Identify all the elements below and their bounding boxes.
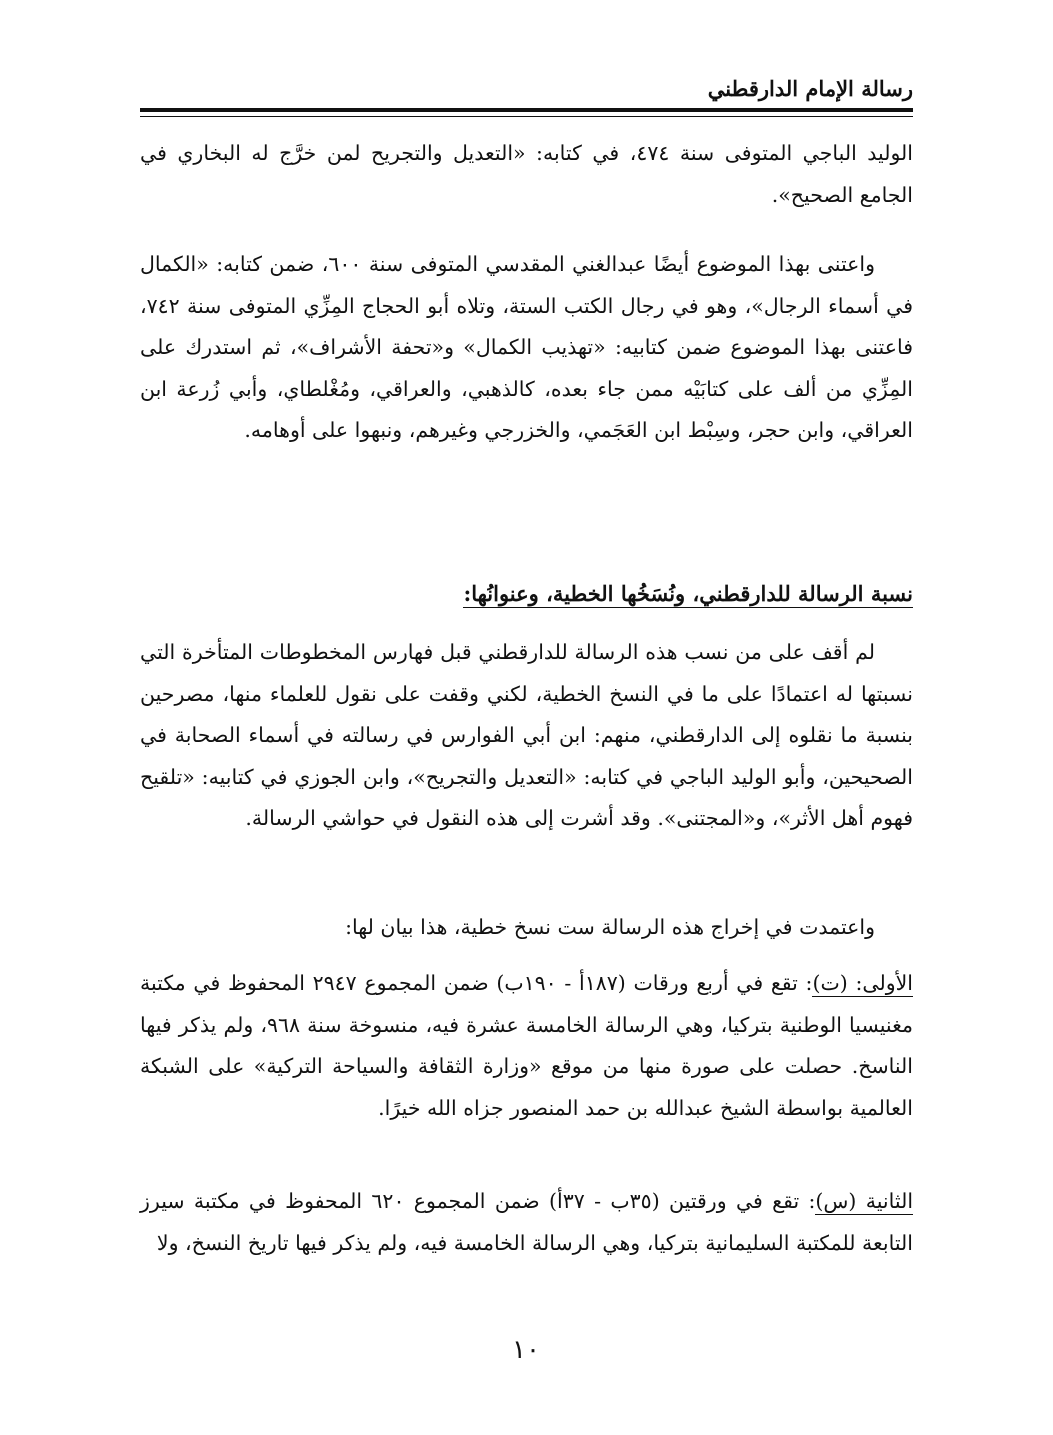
manuscript-second-label: الثانية (س) <box>815 1189 914 1213</box>
manuscript-first-text: : تقع في أربع ورقات (١٨٧أ - ١٩٠ب) ضمن المجموع ٢٩٤٧ المحفوظ في مكتبة مغنيسيا الوطنية بتركيا، وهي الرسالة الخامسة عشرة فيه، منسوخة سنة ٩٦٨، ولم يذكر فيها الناسخ. حصلت على صورة منها من موقع «وزارة الثقافة والسياحة التركية» على الشبكة العالمية بواسطة الشيخ عبدالله بن حمد المنصور جزاه الله خيرًا. <box>140 971 913 1120</box>
section-heading <box>140 574 913 614</box>
manuscript-first <box>140 963 913 1129</box>
manuscript-first-label: الأولى: (ت) <box>812 971 913 995</box>
manuscript-second <box>140 1181 913 1264</box>
paragraph-2: واعتنى بهذا الموضوع أيضًا عبدالغني المقدسي المتوفى سنة ٦٠٠، ضمن كتابه: «الكمال في أسماء الرجال»، وهو في رجال الكتب الستة، وتلاه أبو الحجاج المِزِّي المتوفى سنة ٧٤٢، فاعتنى بهذا الموضوع ضمن كتابيه: «تهذيب الكمال» و«تحفة الأشراف»، ثم استدرك على المِزِّي من ألف على كتابَيْه ممن جاء بعده، كالذهبي، والعراقي، ومُغْلطاي، وأبي زُرعة ابن العراقي، وابن حجر، وسِبْط ابن العَجَمي، والخزرجي وغيرهم، ونبهوا على أوهامه. <box>140 252 913 443</box>
section-heading-text: نسبة الرسالة للدارقطني، ونُسَخُها الخطية، وعنوانُها: <box>463 581 913 606</box>
paragraph-1: الوليد الباجي المتوفى سنة ٤٧٤، في كتابه: «التعديل والتجريح لمن خرَّج له البخاري في الجامع الصحيح». <box>140 141 914 207</box>
running-title: رسالة الإمام الدارقطني <box>707 76 913 101</box>
page-number: ١٠ <box>512 1335 540 1365</box>
paragraph-3: لم أقف على من نسب هذه الرسالة للدارقطني قبل فهارس المخطوطات المتأخرة التي نسبتها له اعتمادًا على ما في النسخ الخطية، لكني وقفت على نقول للعلماء منها، مصرحين بنسبة ما نقلوه إلى الدارقطني، منهم: ابن أبي الفوارس في رسالته في أسماء الصحابة في الصحيحين، وأبو الوليد الباجي في كتابه: «التعديل والتجريح»، وابن الجوزي في كتابيه: «تلقيح فهوم أهل الأثر»، و«المجتنى». وقد أشرت إلى هذه النقول في حواشي الرسالة. <box>140 640 914 831</box>
paragraph-4: واعتمدت في إخراج هذه الرسالة ست نسخ خطية، هذا بيان لها: <box>345 915 875 939</box>
manuscript-second-text: : تقع في ورقتين (٣٥ب - ٣٧أ) ضمن المجموع ٦٢٠ المحفوظ في مكتبة سيرز التابعة للمكتبة السليمانية بتركيا، وهي الرسالة الخامسة فيه، ولم يذكر فيها تاريخ النسخ، ولا <box>140 1189 913 1255</box>
header-rule-thick <box>140 108 913 112</box>
header-rule-thin <box>140 116 913 117</box>
